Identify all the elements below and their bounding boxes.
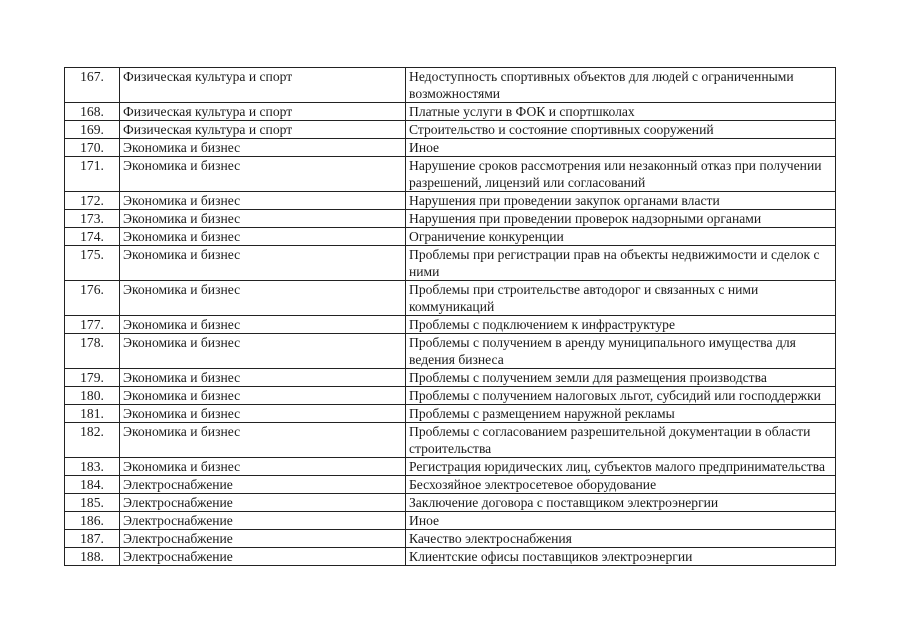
table-row <box>65 192 836 210</box>
row-issue: Нарушения при проведении проверок надзорными органами <box>406 210 836 228</box>
row-number: 185. <box>65 494 120 512</box>
table-row <box>65 423 836 458</box>
row-issue: Проблемы с согласованием разрешительной документации в области строительства <box>406 423 836 458</box>
table-row <box>65 228 836 246</box>
row-category: Экономика и бизнес <box>120 139 406 157</box>
row-number: 172. <box>65 192 120 210</box>
row-category: Экономика и бизнес <box>120 334 406 369</box>
row-number: 187. <box>65 530 120 548</box>
table-row <box>65 139 836 157</box>
row-issue: Нарушения при проведении закупок органами власти <box>406 192 836 210</box>
row-category: Электроснабжение <box>120 530 406 548</box>
row-issue: Проблемы с подключением к инфраструктуре <box>406 316 836 334</box>
row-issue: Строительство и состояние спортивных сооружений <box>406 121 836 139</box>
row-issue: Проблемы при регистрации прав на объекты недвижимости и сделок с ними <box>406 246 836 281</box>
row-category: Электроснабжение <box>120 494 406 512</box>
row-issue: Регистрация юридических лиц, субъектов малого предпринимательства <box>406 458 836 476</box>
classifier-table-body <box>65 68 836 566</box>
row-issue: Бесхозяйное электросетевое оборудование <box>406 476 836 494</box>
row-category: Экономика и бизнес <box>120 281 406 316</box>
row-category: Физическая культура и спорт <box>120 68 406 103</box>
table-row <box>65 103 836 121</box>
row-issue: Проблемы с размещением наружной рекламы <box>406 405 836 423</box>
table-row <box>65 369 836 387</box>
row-number: 169. <box>65 121 120 139</box>
row-number: 181. <box>65 405 120 423</box>
row-issue: Проблемы при строительстве автодорог и связанных с ними коммуникаций <box>406 281 836 316</box>
row-number: 167. <box>65 68 120 103</box>
row-number: 174. <box>65 228 120 246</box>
table-row <box>65 494 836 512</box>
row-number: 183. <box>65 458 120 476</box>
table-row <box>65 210 836 228</box>
row-issue: Иное <box>406 512 836 530</box>
row-issue: Качество электроснабжения <box>406 530 836 548</box>
table-row <box>65 157 836 192</box>
row-category: Физическая культура и спорт <box>120 103 406 121</box>
row-number: 176. <box>65 281 120 316</box>
row-issue: Нарушение сроков рассмотрения или незаконный отказ при получении разрешений, лицензий или согласований <box>406 157 836 192</box>
row-category: Экономика и бизнес <box>120 387 406 405</box>
row-number: 180. <box>65 387 120 405</box>
row-category: Экономика и бизнес <box>120 157 406 192</box>
row-issue: Платные услуги в ФОК и спортшколах <box>406 103 836 121</box>
row-category: Экономика и бизнес <box>120 228 406 246</box>
row-number: 178. <box>65 334 120 369</box>
row-category: Экономика и бизнес <box>120 405 406 423</box>
table-row <box>65 387 836 405</box>
row-category: Экономика и бизнес <box>120 210 406 228</box>
row-category: Экономика и бизнес <box>120 246 406 281</box>
table-row <box>65 121 836 139</box>
row-number: 188. <box>65 548 120 566</box>
table-row <box>65 548 836 566</box>
row-category: Экономика и бизнес <box>120 192 406 210</box>
row-category: Электроснабжение <box>120 476 406 494</box>
row-category: Электроснабжение <box>120 512 406 530</box>
row-number: 182. <box>65 423 120 458</box>
row-number: 170. <box>65 139 120 157</box>
row-issue: Проблемы с получением налоговых льгот, субсидий или господдержки <box>406 387 836 405</box>
row-category: Экономика и бизнес <box>120 423 406 458</box>
table-row <box>65 405 836 423</box>
table-row <box>65 476 836 494</box>
row-number: 175. <box>65 246 120 281</box>
row-number: 177. <box>65 316 120 334</box>
row-issue: Проблемы с получением в аренду муниципального имущества для ведения бизнеса <box>406 334 836 369</box>
row-number: 171. <box>65 157 120 192</box>
row-category: Экономика и бизнес <box>120 369 406 387</box>
row-number: 179. <box>65 369 120 387</box>
table-row <box>65 246 836 281</box>
row-issue: Клиентские офисы поставщиков электроэнергии <box>406 548 836 566</box>
row-category: Физическая культура и спорт <box>120 121 406 139</box>
table-row <box>65 458 836 476</box>
classifier-table <box>64 67 836 566</box>
row-issue: Заключение договора с поставщиком электроэнергии <box>406 494 836 512</box>
table-row <box>65 530 836 548</box>
table-row <box>65 512 836 530</box>
table-row <box>65 316 836 334</box>
table-row <box>65 334 836 369</box>
row-number: 173. <box>65 210 120 228</box>
row-issue: Недоступность спортивных объектов для людей с ограниченными возможностями <box>406 68 836 103</box>
row-issue: Ограничение конкуренции <box>406 228 836 246</box>
row-number: 184. <box>65 476 120 494</box>
row-number: 186. <box>65 512 120 530</box>
row-issue: Проблемы с получением земли для размещения производства <box>406 369 836 387</box>
row-category: Экономика и бизнес <box>120 316 406 334</box>
row-category: Электроснабжение <box>120 548 406 566</box>
row-number: 168. <box>65 103 120 121</box>
table-row <box>65 281 836 316</box>
row-issue: Иное <box>406 139 836 157</box>
row-category: Экономика и бизнес <box>120 458 406 476</box>
table-row <box>65 68 836 103</box>
